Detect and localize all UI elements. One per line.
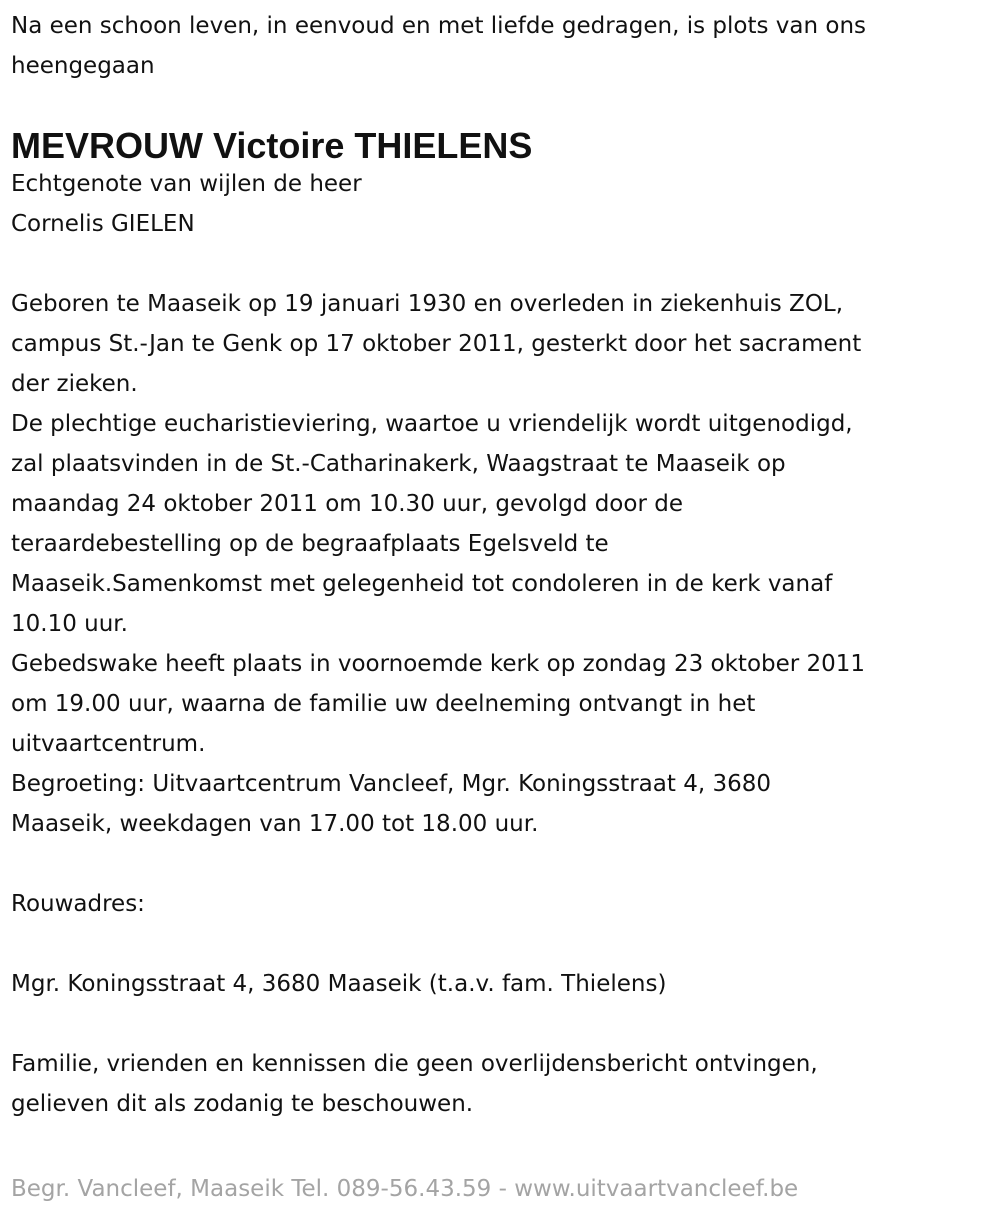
intro-line: heengegaan <box>11 53 155 79</box>
body-line: campus St.-Jan te Genk op 17 oktober 2011, gesterkt door het sacrament <box>11 331 862 357</box>
body-line: De plechtige eucharistieviering, waartoe u vriendelijk wordt uitgenodigd, <box>11 411 853 437</box>
closing-line: gelieven dit als zodanig te beschouwen. <box>11 1091 474 1117</box>
address-label: Rouwadres: <box>11 891 145 917</box>
body-line: Maaseik, weekdagen van 17.00 tot 18.00 uur. <box>11 811 539 837</box>
body-line: uitvaartcentrum. <box>11 731 206 757</box>
body-line: Maaseik.Samenkomst met gelegenheid tot condoleren in de kerk vanaf <box>11 571 833 597</box>
body-line: teraardebestelling op de begraafplaats Egelsveld te <box>11 531 609 557</box>
body-line: zal plaatsvinden in de St.-Catharinakerk, Waagstraat te Maaseik op <box>11 451 786 477</box>
deceased-name: MEVROUW Victoire THIELENS <box>11 125 533 166</box>
body-line: maandag 24 oktober 2011 om 10.30 uur, gevolgd door de <box>11 491 683 517</box>
intro-line: Na een schoon leven, in eenvoud en met liefde gedragen, is plots van ons <box>11 13 867 39</box>
body-line: Geboren te Maaseik op 19 januari 1930 en overleden in ziekenhuis ZOL, <box>11 291 844 317</box>
address: Mgr. Koningsstraat 4, 3680 Maaseik (t.a.v. fam. Thielens) <box>11 971 667 997</box>
body-line: Begroeting: Uitvaartcentrum Vancleef, Mgr. Koningsstraat 4, 3680 <box>11 771 771 797</box>
footer-credit: Begr. Vancleef, Maaseik Tel. 089-56.43.59 - www.uitvaartvancleef.be <box>11 1176 799 1202</box>
body-line: om 19.00 uur, waarna de familie uw deelneming ontvangt in het <box>11 691 756 717</box>
body-line: Gebedswake heeft plaats in voornoemde kerk op zondag 23 oktober 2011 <box>11 651 866 677</box>
body-line: 10.10 uur. <box>11 611 128 637</box>
closing-line: Familie, vrienden en kennissen die geen overlijdensbericht ontvingen, <box>11 1051 818 1077</box>
body-line: der zieken. <box>11 371 138 397</box>
spouse-line: Echtgenote van wijlen de heer <box>11 171 362 197</box>
spouse-line: Cornelis GIELEN <box>11 211 195 237</box>
